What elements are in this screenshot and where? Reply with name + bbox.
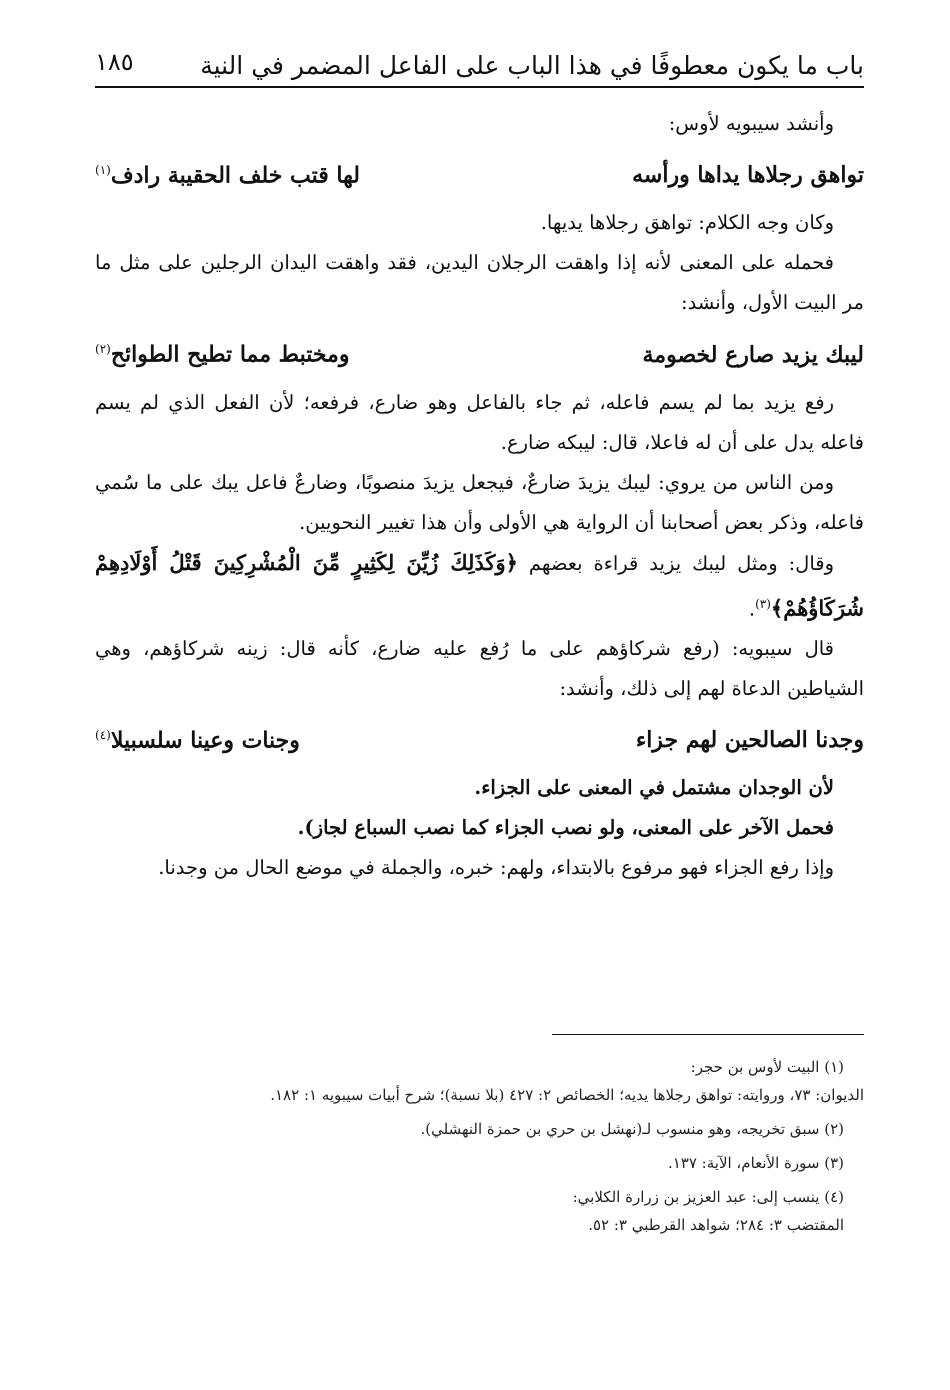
paragraph-1: وأنشد سيبويه لأوس:: [668, 112, 834, 135]
footnote-separator: [552, 1034, 864, 1035]
footnotes: [95, 1053, 864, 1245]
footnote-3: (٣) سورة الأنعام، الآية: ١٣٧.: [667, 1154, 844, 1172]
page-header: [95, 38, 864, 88]
page-number: ١٨٥: [95, 48, 134, 76]
footnote-ref-4: (٤): [95, 728, 111, 743]
verse-3: [95, 711, 864, 764]
paragraph-3: فحمله على المعنى لأنه إذا واهقت الرجلان اليدين، فقد واهقت اليدان الرجلين على مثل ما مر البيت الأول، وأنشد:: [95, 251, 864, 315]
paragraph-9: فحمل الآخر على المعنى، ولو نصب الجزاء كما نصب السباع لجاز).: [297, 816, 834, 840]
verse-1: [95, 146, 864, 199]
verse-3-second-hemistich: [95, 711, 300, 764]
paragraph-6: وقال: ومثل ليبك يزيد قراءة بعضهم ﴿وَكَذَلِكَ زُيِّنَ لِكَثِيرٍ مِّنَ الْمُشْرِكِينَ قَتْلُ أَوْلَادِهِمْ شُرَكَاؤُهُمْ﴾$^{(٣)}$.: [95, 549, 864, 621]
footnote-ref-1: (١): [95, 163, 111, 177]
paragraph-2: وكان وجه الكلام: تواهق رجلاها يديها.: [540, 211, 834, 235]
footnote-ref-3: (٣): [755, 596, 771, 611]
footnote-4: (٤) ينسب إلى: عبد العزيز بن زرارة الكلابي:: [572, 1188, 844, 1206]
verse-1-first-hemistich: تواهق رجلاها يداها ورأسه: [632, 162, 864, 189]
verse-1-second-hemistich: [95, 146, 360, 199]
paragraph-5: ومن الناس من يروي: ليبك يزيدَ ضارعٌ، فيجعل يزيدَ منصوبًا، وضارعٌ فاعل يبك على ما سُمي فاعله، وذكر بعض أصحابنا أن الرواية هي الأولى وأن هذا تغيير النحويين.: [95, 470, 864, 534]
footnote-ref-2: (٢): [95, 342, 111, 357]
paragraph-8: لأن الوجدان مشتمل في المعنى على الجزاء.: [474, 776, 834, 800]
running-title: باب ما يكون معطوفًا في هذا الباب على الفاعل المضمر في النية: [200, 51, 864, 80]
verse-2-first-hemistich: ليبك يزيد صارع لخصومة: [642, 341, 864, 368]
main-text: [95, 104, 864, 888]
footnote-4-continuation: المقتضب ٣: ٢٨٤؛ شواهد القرطبي ٣: ٥٢.: [588, 1216, 844, 1234]
footnote-1: (١) البيت لأوس بن حجر:: [690, 1058, 844, 1076]
verse-3-second-text: وجنات وعينا سلسبيلا: [110, 727, 300, 754]
paragraph-4: رفع يزيد بما لم يسم فاعله، ثم جاء بالفاعل وهو ضارع، فرفعه؛ لأن الفعل الذي لم يسم فاعله يدل على أن له فاعلا، قال: ليبكه ضارع.: [95, 390, 864, 454]
verse-3-first-hemistich: وجدنا الصالحين لهم جزاء: [635, 727, 864, 754]
verse-2-second-text: ومختبط مما تطيح الطوائح: [110, 341, 350, 368]
paragraph-7: قال سيبويه: (رفع شركاؤهم على ما رُفع عليه ضارع، كأنه قال: زينه شركاؤهم، وهي الشياطين الدعاة لهم إلى ذلك، وأنشد:: [95, 637, 864, 701]
quran-quote: ﴿وَكَذَلِكَ زُيِّنَ لِكَثِيرٍ مِّنَ الْمُشْرِكِينَ قَتْلُ أَوْلَادِهِمْ شُرَكَاؤُهُمْ﴾: [95, 549, 864, 621]
footnote-2: (٢) سبق تخريجه، وهو منسوب لـ(نهشل بن حري بن حمزة النهشلي).: [420, 1120, 844, 1138]
verse-2: [95, 325, 864, 378]
footnote-1-continuation: الديوان: ٧٣، وروايته: تواهق رجلاها يديه؛ الخصائص ٢: ٤٢٧ (بلا نسبة)؛ شرح أبيات سيبويه ١: ١٨٢.: [270, 1086, 864, 1104]
verse-1-second-text: لها قتب خلف الحقيبة رادف: [110, 162, 360, 189]
paragraph-6-prefix: وقال: ومثل ليبك يزيد قراءة بعضهم: [528, 551, 835, 575]
paragraph-10: وإذا رفع الجزاء فهو مرفوع بالابتداء، ولهم: خبره، والجملة في موضع الحال من وجدنا.: [158, 856, 834, 880]
verse-2-second-hemistich: [95, 325, 349, 378]
